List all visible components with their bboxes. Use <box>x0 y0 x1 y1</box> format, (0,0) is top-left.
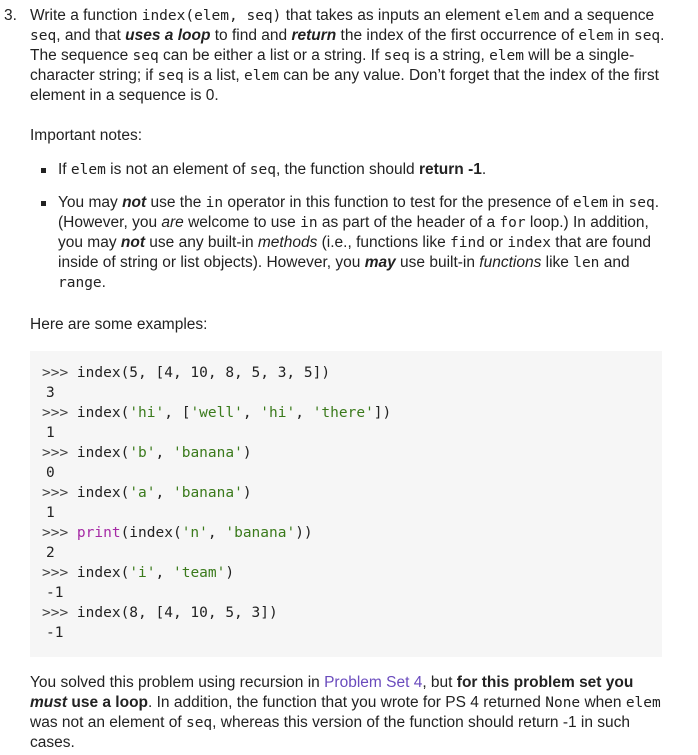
final-paragraph: You solved this problem using recursion in Problem Set 4, but for this problem set you must use a loop. In addition, the function that you wrote for PS 4 returned None when elem was not an element of seq, whereas this version of the function should return -1 in such cases. <box>30 674 661 751</box>
code-output: 0 <box>46 465 55 481</box>
code-output: 1 <box>46 505 55 521</box>
notes-heading: Important notes: <box>30 127 143 144</box>
code-output: -1 <box>46 625 64 641</box>
code-output: 2 <box>46 545 55 561</box>
code-line: >>> index('i', 'team') <box>42 565 235 581</box>
problem-intro: Write a function index(elem, seq) that takes as inputs an element elem and a sequence seq, and that uses a loop to find and return the index of the first occurrence of elem in seq. The sequence seq can be either a list or a string. If seq is a string, elem will be a single-character string; if seq is a list, elem can be any value. Don’t forget that the index of the first element in a sequence is 0. <box>30 7 665 104</box>
code-output: 1 <box>46 425 55 441</box>
notes-list <box>30 160 678 293</box>
code-line: >>> index('hi', ['well', 'hi', 'there']) <box>42 405 392 421</box>
examples-heading: Here are some examples: <box>30 316 208 333</box>
code-line: >>> index(5, [4, 10, 8, 5, 3, 5]) <box>42 365 331 381</box>
examples-code-block <box>30 351 662 657</box>
note-restrictions: You may not use the in operator in this function to test for the presence of elem in seq. (However, you are welcome to use in as part of the header of a for loop.) In addition, you may not use any built-in methods (i.e., functions like find or index that are found inside of string or list objects). However, you may use built-in functions like len and range. <box>58 193 678 293</box>
code-line: >>> index('b', 'banana') <box>42 445 252 461</box>
code-output: 3 <box>46 385 55 401</box>
problem-number: 3. <box>4 7 17 24</box>
code-output: -1 <box>46 585 64 601</box>
code-line: >>> index(8, [4, 10, 5, 3]) <box>42 605 278 621</box>
code-line: >>> print(index('n', 'banana')) <box>42 525 313 541</box>
note-not-found: If elem is not an element of seq, the function should return -1. <box>58 160 678 180</box>
problem-set-4-link[interactable]: Problem Set 4 <box>324 674 423 691</box>
code-line: >>> index('a', 'banana') <box>42 485 252 501</box>
